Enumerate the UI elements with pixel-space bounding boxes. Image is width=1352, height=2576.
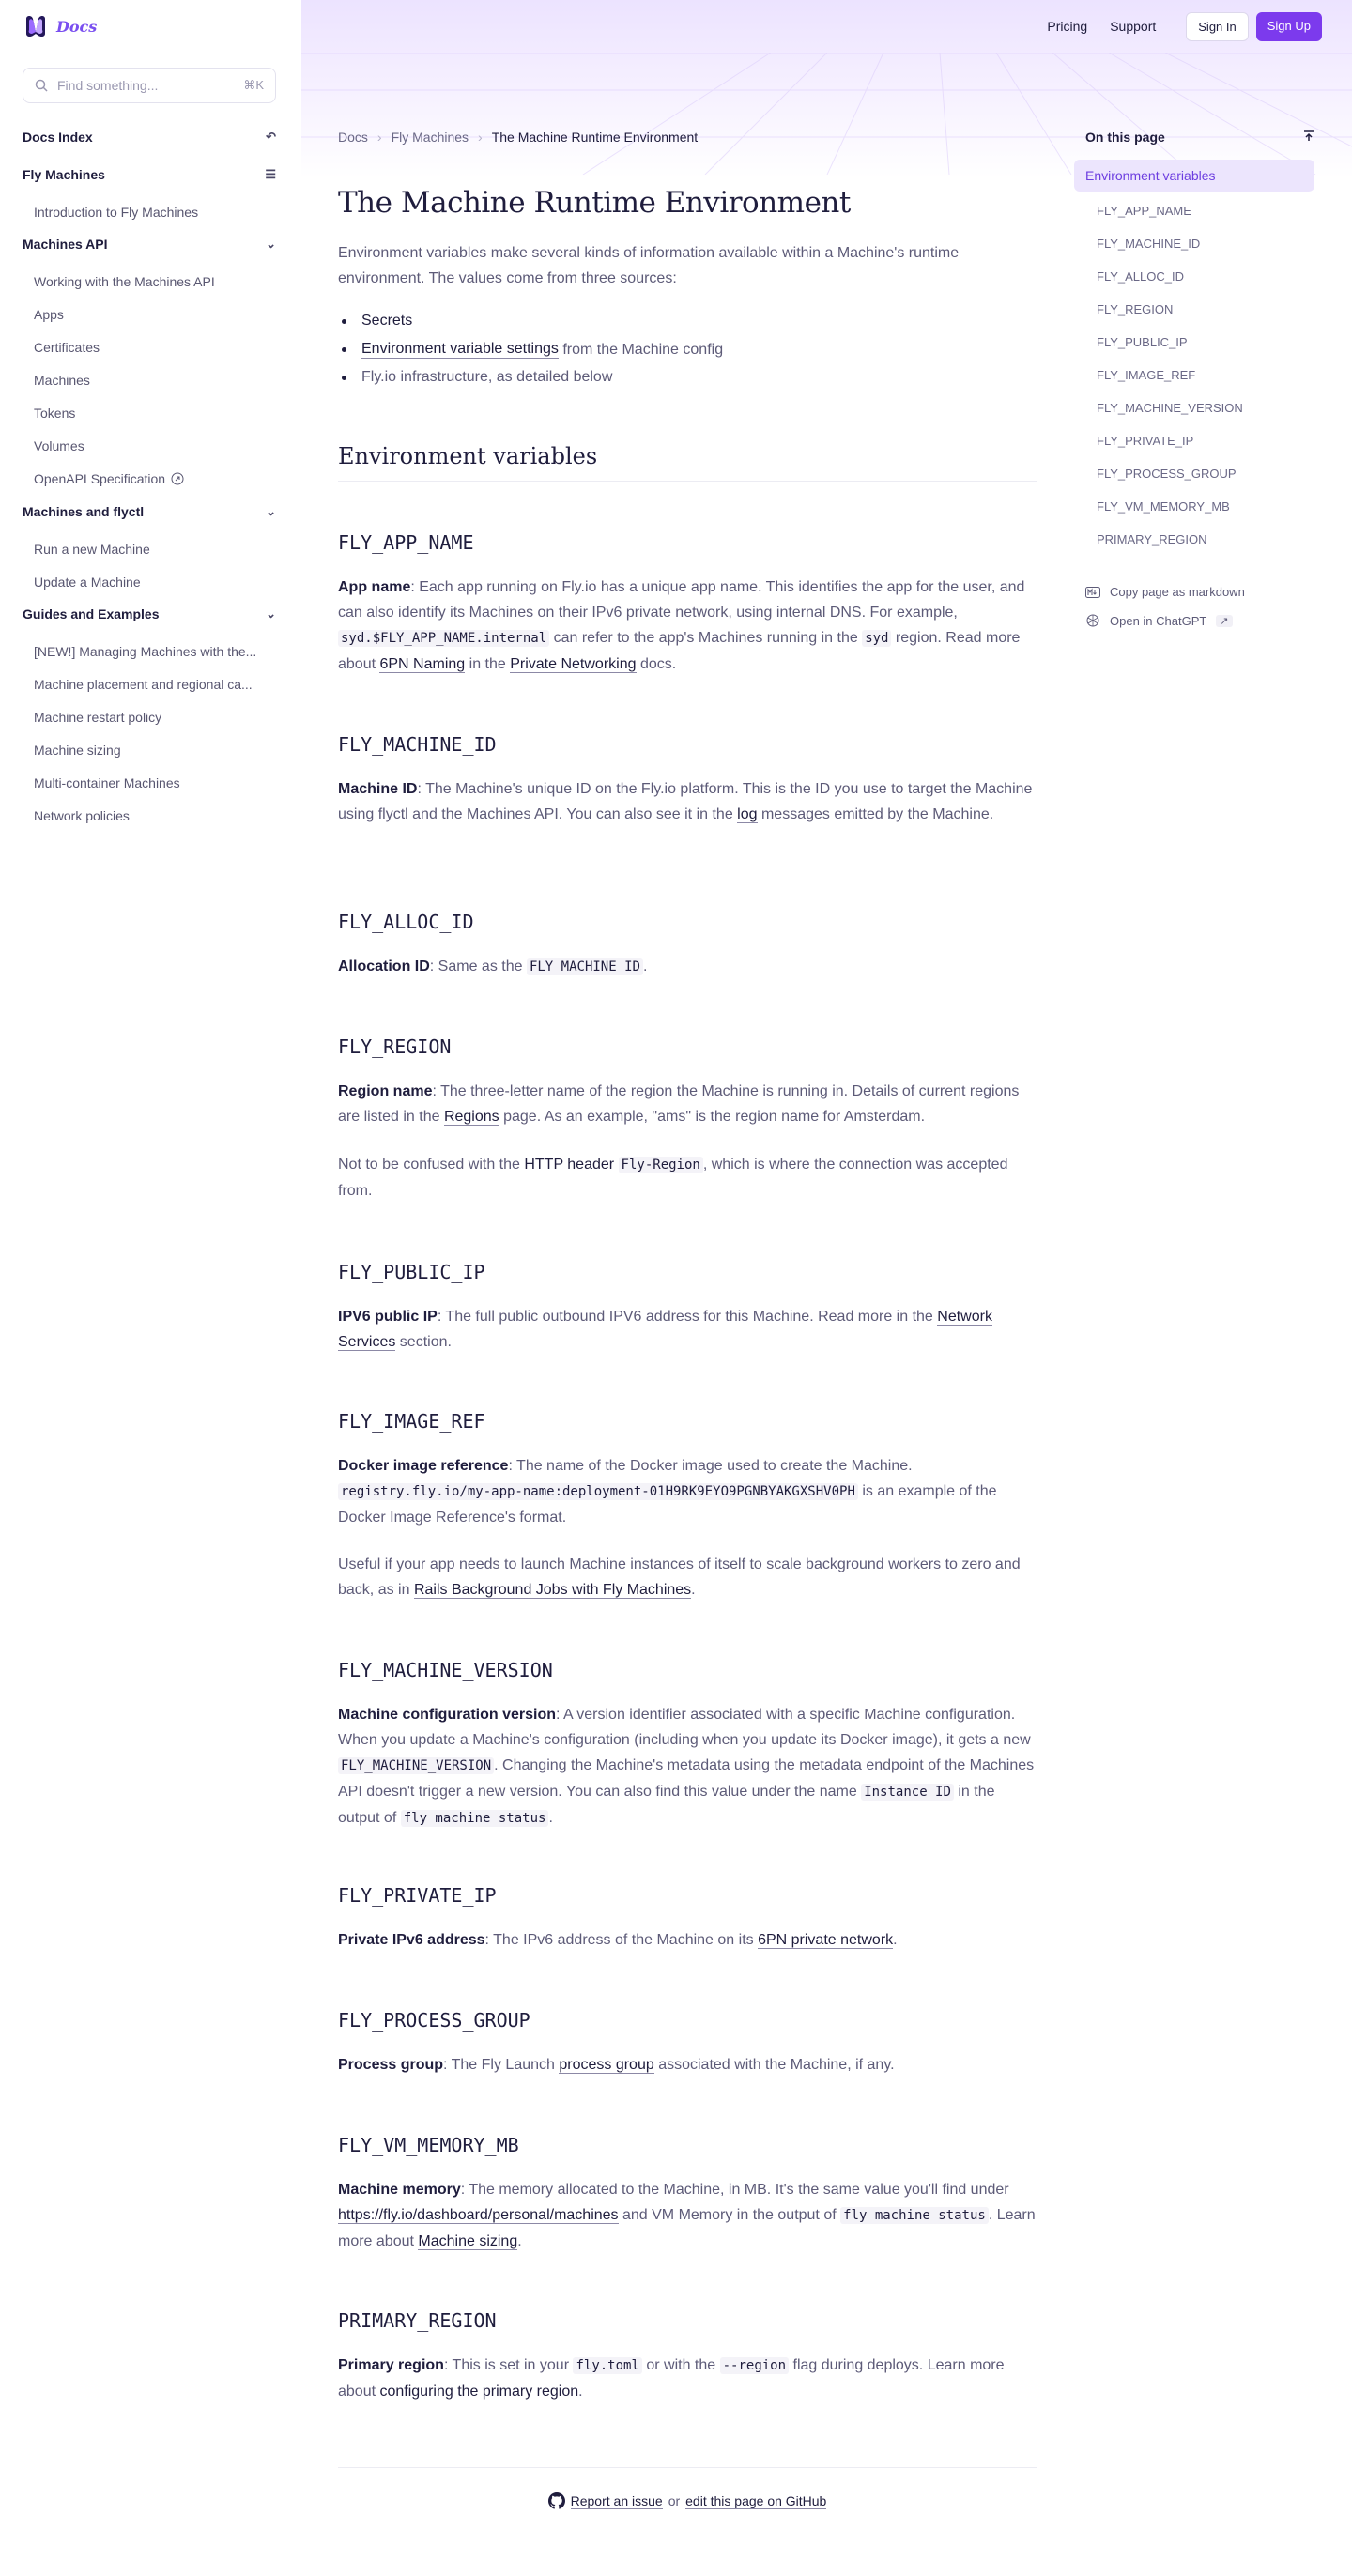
chevron-right-icon: › bbox=[376, 130, 382, 145]
toc-title: On this page bbox=[1085, 130, 1165, 145]
term: IPV6 public IP bbox=[338, 1309, 438, 1325]
list-item bbox=[338, 369, 612, 386]
breadcrumb bbox=[338, 130, 698, 145]
text: : Each app running on Fly.io has a unique app name. This identifies the app for the user, and can also identify its Machines on their IPv6 private network, using internal DNS. For example, bbox=[338, 579, 1025, 621]
footer-divider bbox=[338, 2467, 1037, 2468]
sidebar bbox=[0, 0, 300, 847]
text: : Same as the bbox=[429, 958, 527, 974]
dashboard-machines-link[interactable]: https://fly.io/dashboard/personal/machines bbox=[338, 2207, 619, 2223]
network-services-link[interactable]: Network Services bbox=[338, 1309, 992, 1350]
sidebar-item-working-with-api[interactable] bbox=[34, 274, 276, 289]
toc-item[interactable]: FLY_PROCESS_GROUP bbox=[1097, 467, 1237, 481]
search-shortcut: ⌘K bbox=[243, 78, 264, 92]
text: : This is set in your bbox=[443, 2357, 574, 2373]
sidebar-item-label: Machine sizing bbox=[34, 743, 121, 758]
sidebar-group-guides[interactable] bbox=[23, 606, 276, 621]
text: . Learn more about bbox=[338, 2207, 1036, 2249]
external-arrow-icon: ↗ bbox=[1216, 615, 1232, 627]
breadcrumb-fly-machines[interactable]: Fly Machines bbox=[391, 130, 469, 145]
chevron-down-icon: ⌄ bbox=[266, 237, 276, 251]
toc-item[interactable]: FLY_APP_NAME bbox=[1097, 204, 1191, 218]
list-icon: ☰ bbox=[265, 167, 276, 181]
sidebar-item-tokens[interactable] bbox=[34, 406, 276, 421]
text: : The Machine's unique ID on the Fly.io platform. This is the ID you use to target the Machine using flyctl and the Machines API. You can also see it in the bbox=[338, 781, 1033, 822]
edit-on-github-link[interactable]: edit this page on GitHub bbox=[685, 2492, 827, 2508]
list-item-text: from the Machine config bbox=[558, 341, 724, 358]
bullet-dot bbox=[342, 376, 346, 380]
inline-code: Instance ID bbox=[861, 1784, 954, 1801]
intro-paragraph: Environment variables make several kinds of information available within a Machine's runtime environment. The values come from three sources: bbox=[338, 245, 960, 286]
var-heading-app-name: FLY_APP_NAME bbox=[338, 531, 474, 554]
copy-markdown-label: Copy page as markdown bbox=[1110, 585, 1245, 599]
inline-code: fly.toml bbox=[573, 2357, 641, 2374]
inline-code: syd.$FLY_APP_NAME.internal bbox=[338, 630, 549, 647]
text: section. bbox=[395, 1334, 452, 1350]
var-desc-public-ip bbox=[338, 1304, 1037, 1355]
machine-sizing-link[interactable]: Machine sizing bbox=[418, 2233, 518, 2249]
sidebar-group-machines-api[interactable] bbox=[23, 237, 276, 252]
var-desc-primary-region bbox=[338, 2353, 1037, 2404]
sign-in-button[interactable]: Sign In bbox=[1186, 12, 1248, 41]
sidebar-item-introduction[interactable] bbox=[34, 205, 276, 220]
rails-jobs-link[interactable]: Rails Background Jobs with Fly Machines bbox=[413, 1582, 692, 1598]
regions-link[interactable]: Regions bbox=[443, 1109, 499, 1125]
page-footer bbox=[338, 2492, 1037, 2509]
markdown-icon bbox=[1085, 587, 1100, 598]
var-desc-region bbox=[338, 1079, 1037, 1129]
sidebar-item-label: Certificates bbox=[34, 340, 100, 355]
sidebar-item-label: Machine restart policy bbox=[34, 710, 162, 725]
chatgpt-icon bbox=[1085, 613, 1100, 628]
toc-item[interactable]: FLY_ALLOC_ID bbox=[1097, 269, 1184, 284]
term: Machine configuration version bbox=[338, 1707, 557, 1723]
text: . bbox=[642, 958, 648, 974]
list-item bbox=[338, 341, 723, 359]
var-heading-private-ip: FLY_PRIVATE_IP bbox=[338, 1884, 497, 1907]
copy-markdown-button[interactable] bbox=[1085, 585, 1245, 599]
brand-logo[interactable] bbox=[23, 13, 97, 39]
var-desc-machine-id bbox=[338, 776, 1037, 827]
toc-item[interactable]: PRIMARY_REGION bbox=[1097, 532, 1207, 546]
text: , which is where the connection was accepted from. bbox=[338, 1157, 1008, 1199]
sidebar-item-network-policies[interactable] bbox=[34, 808, 276, 823]
inline-code: FLY_MACHINE_ID bbox=[527, 958, 643, 975]
var-heading-primary-region: PRIMARY_REGION bbox=[338, 2309, 497, 2332]
section-heading: Environment variables bbox=[338, 443, 1037, 482]
var-heading-alloc-id: FLY_ALLOC_ID bbox=[338, 911, 474, 933]
footer-or: or bbox=[668, 2493, 681, 2508]
log-link[interactable]: log bbox=[737, 806, 758, 822]
link-text: HTTP header bbox=[524, 1157, 619, 1173]
sidebar-item-machine-placement[interactable] bbox=[34, 677, 276, 692]
search-placeholder: Find something... bbox=[57, 78, 159, 93]
process-group-link[interactable]: process group bbox=[559, 2057, 654, 2073]
report-issue-link[interactable]: Report an issue bbox=[570, 2492, 663, 2508]
inline-code: fly machine status bbox=[401, 1810, 549, 1827]
text: : The Fly Launch bbox=[443, 2057, 560, 2073]
text: flag during deploys. Learn more about bbox=[338, 2357, 1005, 2400]
private-networking-link[interactable]: Private Networking bbox=[510, 656, 637, 672]
pricing-link[interactable]: Pricing bbox=[1047, 19, 1088, 34]
fly-balloon-icon bbox=[23, 13, 49, 39]
scroll-to-top-icon[interactable] bbox=[1303, 130, 1314, 145]
github-icon bbox=[548, 2492, 565, 2509]
sidebar-item-label: Docs Index bbox=[23, 130, 93, 145]
text: can refer to the app's Machines running in the bbox=[549, 630, 863, 646]
text: : The full public outbound IPV6 address for this Machine. Read more in the bbox=[437, 1309, 938, 1325]
chevron-down-icon: ⌄ bbox=[266, 606, 276, 621]
sidebar-item-apps[interactable] bbox=[34, 307, 276, 322]
var-heading-region: FLY_REGION bbox=[338, 1035, 452, 1058]
var-note-image-ref bbox=[338, 1552, 1037, 1602]
sidebar-item-label: OpenAPI Specification bbox=[34, 471, 166, 486]
chevron-down-icon: ⌄ bbox=[266, 504, 276, 518]
text: . bbox=[691, 1582, 696, 1598]
inline-code: Fly-Region bbox=[619, 1157, 703, 1173]
text: . Changing the Machine's metadata using the metadata endpoint of the Machines API doesn't trigger a new version. You can also find this value under the name bbox=[338, 1757, 1035, 1800]
inline-code: FLY_MACHINE_VERSION bbox=[338, 1757, 494, 1774]
text: Not to be confused with the bbox=[338, 1157, 525, 1173]
sidebar-item-fly-machines[interactable] bbox=[23, 167, 276, 182]
sidebar-item-certificates[interactable] bbox=[34, 340, 276, 355]
sidebar-item-label: Working with the Machines API bbox=[34, 274, 215, 289]
toc-item[interactable]: FLY_MACHINE_ID bbox=[1097, 237, 1201, 251]
text: is an example of the Docker Image Reference's format. bbox=[338, 1483, 997, 1526]
sidebar-item-update-machine[interactable] bbox=[34, 575, 276, 590]
external-link-icon bbox=[171, 472, 184, 485]
text: : The memory allocated to the Machine, in MB. It's the same value you'll find under bbox=[460, 2182, 1009, 2198]
term: Docker image reference bbox=[338, 1458, 509, 1474]
header-grid-pattern bbox=[301, 53, 1352, 175]
var-desc-vm-memory bbox=[338, 2177, 1037, 2254]
sidebar-item-label: Machine placement and regional ca... bbox=[34, 677, 253, 692]
var-desc-app-name bbox=[338, 575, 1037, 677]
sidebar-item-docs-index[interactable] bbox=[23, 130, 276, 145]
text: : The name of the Docker image used to create the Machine. bbox=[508, 1458, 913, 1474]
sidebar-item-label: Run a new Machine bbox=[34, 542, 150, 557]
sidebar-group-label: Machines and flyctl bbox=[23, 504, 145, 519]
sidebar-item-label: Volumes bbox=[34, 438, 84, 453]
text: or with the bbox=[641, 2357, 720, 2373]
search-input[interactable] bbox=[23, 68, 276, 103]
sidebar-item-label: Network policies bbox=[34, 808, 130, 823]
secrets-link[interactable]: Secrets bbox=[361, 313, 413, 329]
var-note-region bbox=[338, 1152, 1037, 1204]
sidebar-item-machines[interactable] bbox=[34, 373, 276, 388]
var-desc-private-ip bbox=[338, 1927, 1037, 1953]
inline-code: syd bbox=[862, 630, 891, 647]
var-heading-machine-id: FLY_MACHINE_ID bbox=[338, 733, 497, 756]
term: Region name bbox=[338, 1083, 433, 1099]
term: Private IPv6 address bbox=[338, 1932, 485, 1948]
sidebar-item-label: Update a Machine bbox=[34, 575, 141, 590]
6pn-naming-link[interactable]: 6PN Naming bbox=[379, 656, 466, 672]
sidebar-item-label: Multi-container Machines bbox=[34, 775, 180, 790]
var-desc-process-group bbox=[338, 2052, 1037, 2078]
text: . bbox=[517, 2233, 522, 2249]
toc-header bbox=[1085, 130, 1314, 145]
sidebar-group-label: Machines API bbox=[23, 237, 108, 252]
sidebar-item-label: Apps bbox=[34, 307, 64, 322]
text: associated with the Machine, if any. bbox=[653, 2057, 895, 2073]
breadcrumb-docs[interactable]: Docs bbox=[338, 130, 368, 145]
bullet-dot bbox=[342, 347, 346, 352]
sign-up-button[interactable]: Sign Up bbox=[1256, 12, 1322, 41]
support-link[interactable]: Support bbox=[1110, 19, 1157, 34]
toc-item[interactable]: FLY_MACHINE_VERSION bbox=[1097, 401, 1243, 415]
term: Machine memory bbox=[338, 2182, 461, 2198]
brand-wordmark: Docs bbox=[56, 17, 98, 36]
6pn-private-network-link[interactable]: 6PN private network bbox=[758, 1932, 894, 1948]
sidebar-item-label: Fly Machines bbox=[23, 167, 105, 182]
text: : A version identifier associated with a specific Machine configuration. When you update a Machine's configuration (including when you update its Docker image), it gets a new bbox=[338, 1707, 1031, 1748]
sidebar-group-label: Guides and Examples bbox=[23, 606, 160, 621]
term: App name bbox=[338, 579, 411, 595]
primary-region-link[interactable]: configuring the primary region bbox=[379, 2384, 579, 2400]
sidebar-item-volumes[interactable] bbox=[34, 438, 276, 453]
sidebar-item-label: Introduction to Fly Machines bbox=[34, 205, 199, 220]
text: . bbox=[548, 1810, 553, 1826]
sidebar-item-machine-sizing[interactable] bbox=[34, 743, 276, 758]
toc-item[interactable]: FLY_PRIVATE_IP bbox=[1097, 434, 1194, 448]
var-desc-alloc-id bbox=[338, 954, 1037, 980]
text: : The IPv6 address of the Machine on its bbox=[484, 1932, 759, 1948]
toc-item[interactable]: FLY_REGION bbox=[1097, 302, 1174, 316]
sidebar-item-openapi[interactable] bbox=[34, 471, 276, 486]
bullet-dot bbox=[342, 319, 346, 324]
sidebar-item-restart-policy[interactable] bbox=[34, 710, 276, 725]
sidebar-group-machines-flyctl[interactable] bbox=[23, 504, 276, 519]
var-heading-vm-memory: FLY_VM_MEMORY_MB bbox=[338, 2134, 519, 2156]
toc-item[interactable]: FLY_PUBLIC_IP bbox=[1097, 335, 1188, 349]
text: docs. bbox=[636, 656, 677, 672]
term: Primary region bbox=[338, 2357, 444, 2373]
text: page. As an example, "ams" is the region name for Amsterdam. bbox=[499, 1109, 926, 1125]
text: : The three-letter name of the region the Machine is running in. Details of current regions are listed in the bbox=[338, 1083, 1020, 1125]
var-heading-public-ip: FLY_PUBLIC_IP bbox=[338, 1261, 485, 1283]
list-item bbox=[338, 313, 412, 330]
var-heading-image-ref: FLY_IMAGE_REF bbox=[338, 1410, 485, 1433]
term: Allocation ID bbox=[338, 958, 430, 974]
sidebar-item-label: [NEW!] Managing Machines with the... bbox=[34, 644, 257, 659]
text: . bbox=[893, 1932, 898, 1948]
breadcrumb-current: The Machine Runtime Environment bbox=[491, 130, 699, 145]
http-header-link[interactable] bbox=[524, 1157, 703, 1173]
text: . bbox=[578, 2384, 583, 2400]
sidebar-item-label: Machines bbox=[34, 373, 90, 388]
open-chatgpt-label: Open in ChatGPT bbox=[1110, 613, 1207, 628]
var-desc-machine-version bbox=[338, 1702, 1037, 1832]
inline-code: registry.fly.io/my-app-name:deployment-01H9RK9EYO9PGNBYAKGXSHV0PH bbox=[338, 1483, 858, 1500]
env-settings-link[interactable]: Environment variable settings bbox=[361, 341, 559, 357]
var-heading-process-group: FLY_PROCESS_GROUP bbox=[338, 2009, 530, 2032]
term: Process group bbox=[338, 2057, 444, 2073]
text: and VM Memory in the output of bbox=[618, 2207, 841, 2223]
text: in the bbox=[465, 656, 511, 672]
back-arrow-icon: ↶ bbox=[266, 130, 276, 144]
inline-code: --region bbox=[720, 2357, 789, 2374]
sidebar-item-multi-container[interactable] bbox=[34, 775, 276, 790]
text: Useful if your app needs to launch Machine instances of itself to scale background workers to zero and back, as in bbox=[338, 1556, 1021, 1598]
inline-code: fly machine status bbox=[840, 2207, 989, 2224]
chevron-right-icon: › bbox=[478, 130, 483, 145]
top-navigation bbox=[301, 0, 1352, 53]
text: messages emitted by the Machine. bbox=[757, 806, 994, 822]
open-chatgpt-button[interactable] bbox=[1085, 613, 1233, 628]
search-icon bbox=[35, 79, 48, 92]
text: region. Read more about bbox=[338, 630, 1021, 672]
list-item-text: Fly.io infrastructure, as detailed below bbox=[361, 369, 613, 385]
page-title: The Machine Runtime Environment bbox=[338, 186, 851, 220]
sidebar-item-run-machine[interactable] bbox=[34, 542, 276, 557]
term: Machine ID bbox=[338, 781, 418, 797]
sidebar-item-managing-machines[interactable] bbox=[34, 644, 276, 659]
sidebar-item-label: Tokens bbox=[34, 406, 76, 421]
text: in the output of bbox=[338, 1784, 995, 1826]
toc-item[interactable]: FLY_IMAGE_REF bbox=[1097, 368, 1196, 382]
var-heading-machine-version: FLY_MACHINE_VERSION bbox=[338, 1659, 553, 1681]
toc-item-active[interactable]: Environment variables bbox=[1074, 160, 1314, 192]
var-desc-image-ref bbox=[338, 1453, 1037, 1530]
toc-item[interactable]: FLY_VM_MEMORY_MB bbox=[1097, 499, 1230, 514]
